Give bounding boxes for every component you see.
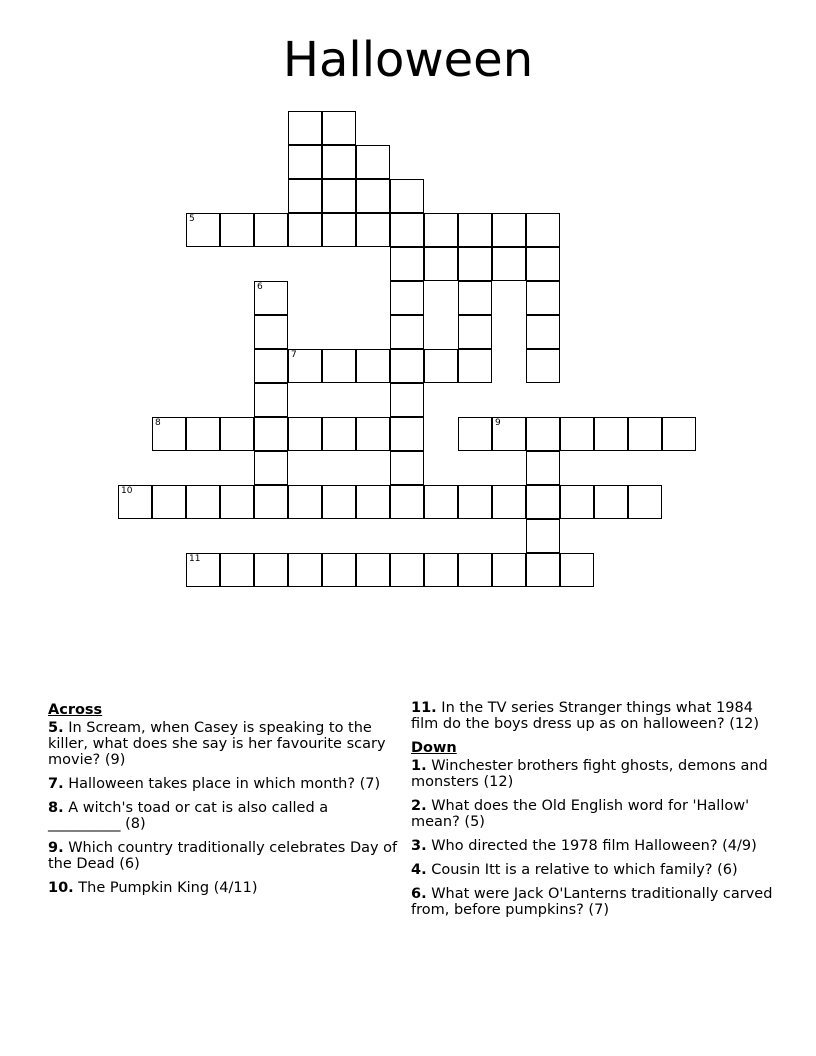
grid-cell[interactable] — [390, 417, 424, 451]
grid-cell[interactable] — [594, 417, 628, 451]
grid-cell[interactable] — [186, 213, 220, 247]
clue-text: Which country traditionally celebrates Day of the Dead (6) — [48, 840, 398, 872]
grid-cell[interactable] — [322, 417, 356, 451]
clue-number-label: 9 — [495, 418, 501, 428]
grid-cell[interactable] — [390, 383, 424, 417]
clue-number: 4. — [411, 862, 427, 878]
clue-down-6 — [411, 886, 776, 918]
clue-down-4 — [411, 862, 776, 878]
grid-cell[interactable] — [356, 145, 390, 179]
grid-cell[interactable] — [288, 485, 322, 519]
grid-cell[interactable] — [526, 417, 560, 451]
grid-cell[interactable] — [220, 417, 254, 451]
grid-cell[interactable] — [254, 451, 288, 485]
clue-number-label: 6 — [257, 282, 263, 292]
grid-cell[interactable] — [458, 417, 492, 451]
grid-cell[interactable] — [390, 451, 424, 485]
grid-cell[interactable] — [526, 281, 560, 315]
clue-number-label: 11 — [189, 554, 201, 564]
clues-column-right — [411, 700, 776, 926]
grid-cell[interactable] — [322, 179, 356, 213]
grid-cell[interactable] — [390, 179, 424, 213]
grid-cell[interactable] — [526, 451, 560, 485]
grid-cell[interactable] — [526, 213, 560, 247]
grid-cell[interactable] — [526, 315, 560, 349]
grid-cell[interactable] — [322, 213, 356, 247]
clue-number: 11. — [411, 700, 437, 716]
grid-cell[interactable] — [254, 485, 288, 519]
clue-text: Cousin Itt is a relative to which family? (6) — [431, 862, 738, 878]
grid-cell[interactable] — [662, 417, 696, 451]
grid-cell[interactable] — [186, 485, 220, 519]
grid-cell[interactable] — [628, 417, 662, 451]
clue-number: 8. — [48, 800, 64, 816]
grid-cell[interactable] — [152, 417, 186, 451]
clue-down-2 — [411, 798, 776, 830]
clue-across-5 — [48, 720, 398, 768]
clue-number: 1. — [411, 758, 427, 774]
clue-across-11 — [411, 700, 776, 732]
clue-across-8 — [48, 800, 398, 832]
clues-column-left — [48, 700, 398, 904]
grid-cell[interactable] — [322, 111, 356, 145]
grid-cell[interactable] — [288, 145, 322, 179]
grid-cell[interactable] — [492, 213, 526, 247]
clue-text: Winchester brothers fight ghosts, demons and monsters (12) — [411, 758, 768, 790]
grid-cell[interactable] — [322, 485, 356, 519]
clue-number: 5. — [48, 720, 64, 736]
grid-cell[interactable] — [390, 281, 424, 315]
page-title: Halloween — [282, 32, 534, 88]
grid-cell[interactable] — [288, 349, 322, 383]
clue-number-label: 8 — [155, 418, 161, 428]
clue-down-3 — [411, 838, 776, 854]
grid-cell[interactable] — [560, 553, 594, 587]
grid-cell[interactable] — [220, 485, 254, 519]
grid-cell[interactable] — [356, 349, 390, 383]
grid-cell[interactable] — [186, 553, 220, 587]
down-heading: Down — [411, 740, 457, 756]
grid-cell[interactable] — [424, 485, 458, 519]
grid-cell[interactable] — [560, 417, 594, 451]
clue-number: 9. — [48, 840, 64, 856]
grid-cell[interactable] — [492, 553, 526, 587]
grid-cell[interactable] — [220, 213, 254, 247]
grid-cell[interactable] — [458, 315, 492, 349]
clue-text: Who directed the 1978 film Halloween? (4/9) — [431, 838, 757, 854]
clue-down-1 — [411, 758, 776, 790]
clue-text: In Scream, when Casey is speaking to the killer, what does she say is her favourite scary movie? (9) — [48, 720, 386, 768]
grid-cell[interactable] — [288, 213, 322, 247]
grid-cell[interactable] — [390, 485, 424, 519]
grid-cell[interactable] — [492, 485, 526, 519]
grid-cell[interactable] — [390, 349, 424, 383]
grid-cell[interactable] — [424, 247, 458, 281]
grid-cell[interactable] — [254, 349, 288, 383]
clue-number: 2. — [411, 798, 427, 814]
grid-cell[interactable] — [322, 349, 356, 383]
grid-cell[interactable] — [254, 383, 288, 417]
grid-cell[interactable] — [254, 553, 288, 587]
grid-cell[interactable] — [288, 179, 322, 213]
grid-cell[interactable] — [458, 553, 492, 587]
grid-cell[interactable] — [526, 349, 560, 383]
grid-cell[interactable] — [424, 553, 458, 587]
clue-number-label: 10 — [121, 486, 133, 496]
grid-cell[interactable] — [526, 247, 560, 281]
grid-cell[interactable] — [492, 417, 526, 451]
grid-cell[interactable] — [390, 315, 424, 349]
grid-cell[interactable] — [356, 213, 390, 247]
grid-cell[interactable] — [458, 349, 492, 383]
grid-cell[interactable] — [458, 281, 492, 315]
grid-cell[interactable] — [526, 553, 560, 587]
grid-cell[interactable] — [254, 315, 288, 349]
grid-cell[interactable] — [390, 213, 424, 247]
clue-number-label: 7 — [291, 350, 297, 360]
grid-cell[interactable] — [186, 417, 220, 451]
grid-cell[interactable] — [220, 553, 254, 587]
grid-cell[interactable] — [288, 111, 322, 145]
grid-cell[interactable] — [458, 213, 492, 247]
grid-cell[interactable] — [152, 485, 186, 519]
grid-cell[interactable] — [356, 417, 390, 451]
across-heading: Across — [48, 702, 103, 718]
grid-cell[interactable] — [254, 281, 288, 315]
grid-cell[interactable] — [356, 485, 390, 519]
grid-cell[interactable] — [356, 179, 390, 213]
clue-text: What does the Old English word for 'Hallow' mean? (5) — [411, 798, 750, 830]
grid-cell[interactable] — [628, 485, 662, 519]
grid-cell[interactable] — [458, 485, 492, 519]
grid-cell[interactable] — [492, 247, 526, 281]
clue-number: 6. — [411, 886, 427, 902]
clue-across-10 — [48, 880, 398, 896]
grid-cell[interactable] — [594, 485, 628, 519]
grid-cell[interactable] — [526, 485, 560, 519]
grid-cell[interactable] — [254, 213, 288, 247]
grid-cell[interactable] — [254, 417, 288, 451]
clue-across-9 — [48, 840, 398, 872]
grid-cell[interactable] — [560, 485, 594, 519]
grid-cell[interactable] — [390, 247, 424, 281]
grid-cell[interactable] — [424, 213, 458, 247]
grid-cell[interactable] — [322, 553, 356, 587]
clue-text: In the TV series Stranger things what 1984 film do the boys dress up as on halloween? (12) — [411, 700, 759, 732]
clue-number: 7. — [48, 776, 64, 792]
grid-cell[interactable] — [390, 553, 424, 587]
clue-number: 10. — [48, 880, 74, 896]
clue-number-label: 5 — [189, 214, 195, 224]
grid-cell[interactable] — [526, 519, 560, 553]
grid-cell[interactable] — [322, 145, 356, 179]
clue-text: A witch's toad or cat is also called a __________ (8) — [48, 800, 329, 832]
grid-cell[interactable] — [356, 553, 390, 587]
grid-cell[interactable] — [118, 485, 152, 519]
clue-text: The Pumpkin King (4/11) — [78, 880, 258, 896]
grid-cell[interactable] — [424, 349, 458, 383]
grid-cell[interactable] — [288, 417, 322, 451]
grid-cell[interactable] — [458, 247, 492, 281]
clue-text: What were Jack O'Lanterns traditionally carved from, before pumpkins? (7) — [411, 886, 773, 918]
clue-across-7 — [48, 776, 398, 792]
clue-number: 3. — [411, 838, 427, 854]
clue-text: Halloween takes place in which month? (7) — [68, 776, 381, 792]
grid-cell[interactable] — [288, 553, 322, 587]
